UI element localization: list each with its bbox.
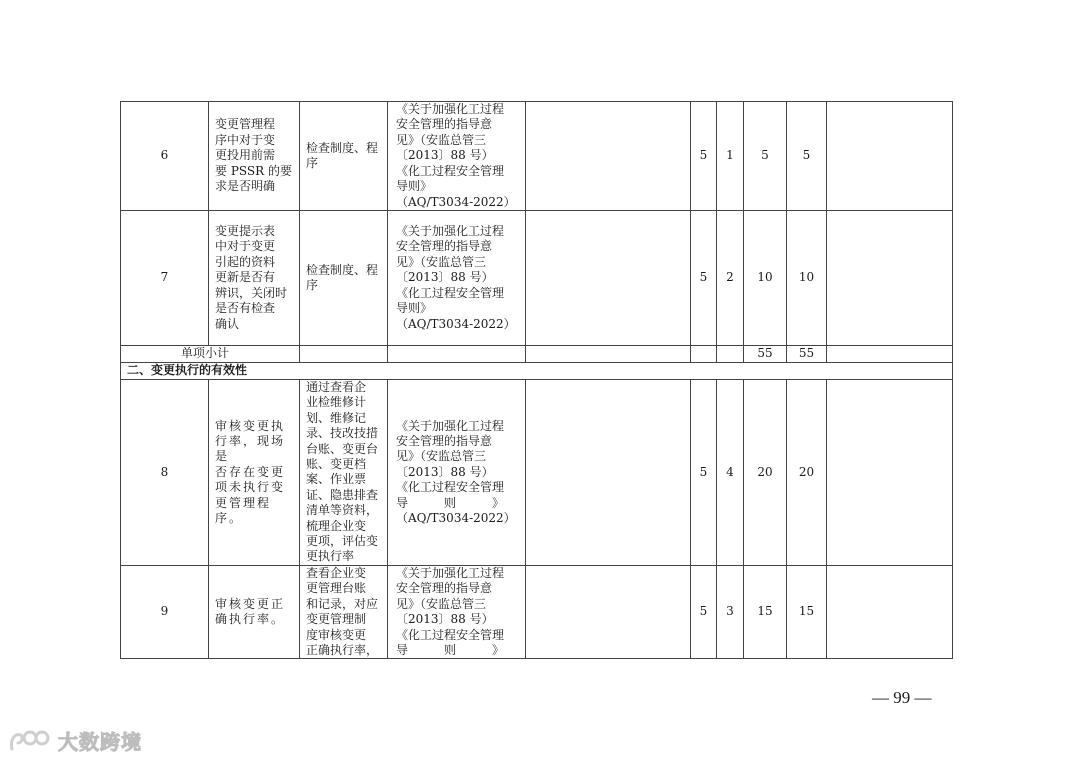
actual-cell: 15: [787, 565, 827, 658]
remark-cell: [827, 380, 953, 566]
check-item: 变更提示表 中对于变更 引起的资料 更新是否有 辨识，关闭时 是否有检查 确认: [209, 211, 300, 346]
row-number: 9: [121, 565, 209, 658]
empty-cell: [526, 565, 691, 658]
actual-cell: 5: [787, 102, 827, 211]
total-cell: 15: [744, 565, 787, 658]
subtotal-label: 单项小计: [121, 346, 300, 363]
check-basis: 《关于加强化工过程 安全管理的指导意 见》（安监总管三 〔2013〕88 号） 《化工过程安全管理 导则》 （AQ/T3034-2022）: [388, 211, 526, 346]
check-basis: 《关于加强化工过程 安全管理的指导意 见》（安监总管三 〔2013〕88 号） 《化工过程安全管理 导 则 》: [388, 565, 526, 658]
empty-cell: [300, 346, 388, 363]
score-cell: 5: [691, 380, 717, 566]
remark-cell: [827, 102, 953, 211]
score-cell: 5: [691, 211, 717, 346]
check-method: 检查制度、程 序: [300, 102, 388, 211]
watermark: [8, 726, 142, 755]
table-row: [121, 102, 953, 211]
empty-cell: [388, 346, 526, 363]
empty-cell: [526, 211, 691, 346]
section-title: 二、变更执行的有效性: [121, 363, 953, 380]
empty-cell: [526, 346, 691, 363]
section-header-row: [121, 363, 953, 380]
evaluation-table: [120, 101, 953, 659]
total-cell: 5: [744, 102, 787, 211]
check-item: 变更管理程 序中对于变 更投用前需 要 PSSR 的要 求是否明确: [209, 102, 300, 211]
check-item: 审核变更正 确执行率。: [209, 565, 300, 658]
total-cell: 20: [744, 380, 787, 566]
score-cell: 5: [691, 102, 717, 211]
check-method: 查看企业变 更管理台账 和记录，对应 变更管理制 度审核变更 正确执行率，: [300, 565, 388, 658]
weight-cell: 2: [717, 211, 744, 346]
actual-cell: 10: [787, 211, 827, 346]
check-item: 审核变更执 行率，现场是 否存在变更 项未执行变 更管理程序。: [209, 380, 300, 566]
row-number: 8: [121, 380, 209, 566]
check-basis: 《关于加强化工过程 安全管理的指导意 见》（安监总管三 〔2013〕88 号） 《化工过程安全管理 导则》 （AQ/T3034-2022）: [388, 102, 526, 211]
weight-cell: 1: [717, 102, 744, 211]
subtotal-actual: 55: [787, 346, 827, 363]
table-row: [121, 565, 953, 658]
score-cell: 5: [691, 565, 717, 658]
check-method: 通过查看企 业检维修计 划、维修记 录、技改技措 台账、变更台 账、变更档 案、作业票 证、隐患排查 清单等资料， 梳理企业变 更项，评估变 更执行率: [300, 380, 388, 566]
weight-cell: 3: [717, 565, 744, 658]
row-number: 6: [121, 102, 209, 211]
empty-cell: [827, 346, 953, 363]
empty-cell: [691, 346, 717, 363]
table-row: [121, 380, 953, 566]
remark-cell: [827, 211, 953, 346]
remark-cell: [827, 565, 953, 658]
total-cell: 10: [744, 211, 787, 346]
empty-cell: [526, 102, 691, 211]
subtotal-row: [121, 346, 953, 363]
watermark-text: 大数跨境: [58, 730, 142, 754]
check-basis: 《关于加强化工过程 安全管理的指导意 见》（安监总管三 〔2013〕88 号） 《化工过程安全管理 导 则 》 （AQ/T3034-2022）: [388, 380, 526, 566]
row-number: 7: [121, 211, 209, 346]
empty-cell: [526, 380, 691, 566]
check-method: 检查制度、程 序: [300, 211, 388, 346]
subtotal-total: 55: [744, 346, 787, 363]
page-number: — 99 —: [872, 688, 932, 707]
watermark-logo-icon: [8, 727, 52, 755]
actual-cell: 20: [787, 380, 827, 566]
empty-cell: [717, 346, 744, 363]
weight-cell: 4: [717, 380, 744, 566]
table-row: [121, 211, 953, 346]
